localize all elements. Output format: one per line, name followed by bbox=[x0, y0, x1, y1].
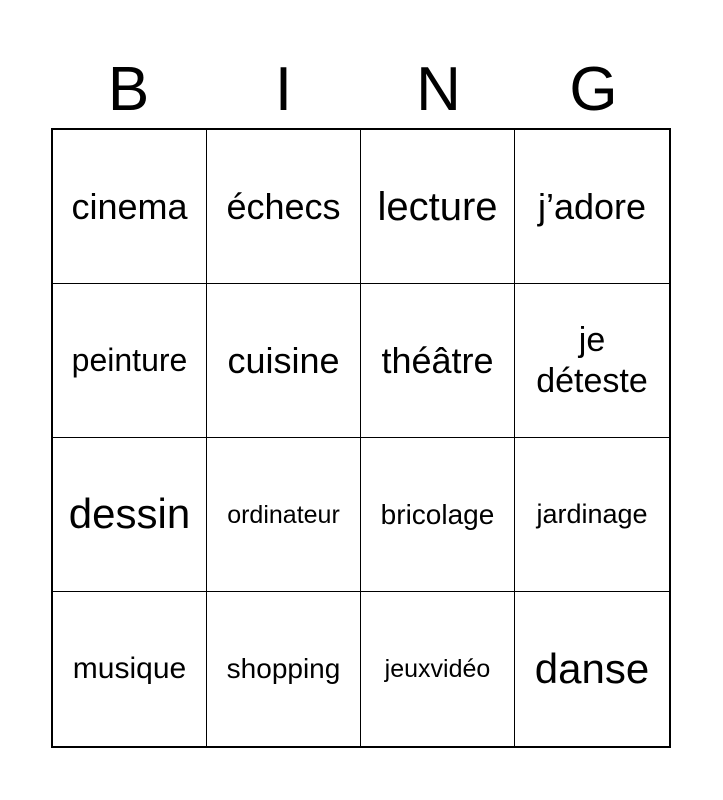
header-letter-g: G bbox=[569, 55, 618, 124]
bingo-cell[interactable]: jardinage bbox=[515, 438, 669, 592]
bingo-cell[interactable]: jeuxvidéo bbox=[361, 592, 515, 746]
bingo-cell[interactable]: shopping bbox=[207, 592, 361, 746]
bingo-cell[interactable]: je déteste bbox=[515, 284, 669, 438]
bingo-header bbox=[51, 50, 671, 130]
header-letter-i: I bbox=[274, 55, 293, 124]
bingo-cell[interactable]: j’adore bbox=[515, 130, 669, 284]
bingo-cell[interactable]: lecture bbox=[361, 130, 515, 284]
bingo-cell[interactable]: musique bbox=[53, 592, 207, 746]
bingo-cell[interactable]: théâtre bbox=[361, 284, 515, 438]
bingo-board bbox=[51, 128, 671, 748]
header-letter-n: N bbox=[416, 55, 461, 124]
bingo-cell[interactable]: danse bbox=[534, 644, 650, 692]
bingo-cell[interactable]: bricolage bbox=[361, 438, 515, 592]
bingo-cell[interactable]: dessin bbox=[53, 438, 207, 592]
header-letter-b: B bbox=[107, 55, 150, 124]
bingo-cell[interactable]: cinema bbox=[53, 130, 207, 284]
bingo-cell[interactable]: échecs bbox=[207, 130, 361, 284]
bingo-cell[interactable]: cuisine bbox=[207, 284, 361, 438]
bingo-cell[interactable]: ordinateur bbox=[207, 438, 361, 592]
bingo-cell[interactable]: peinture bbox=[53, 284, 207, 438]
